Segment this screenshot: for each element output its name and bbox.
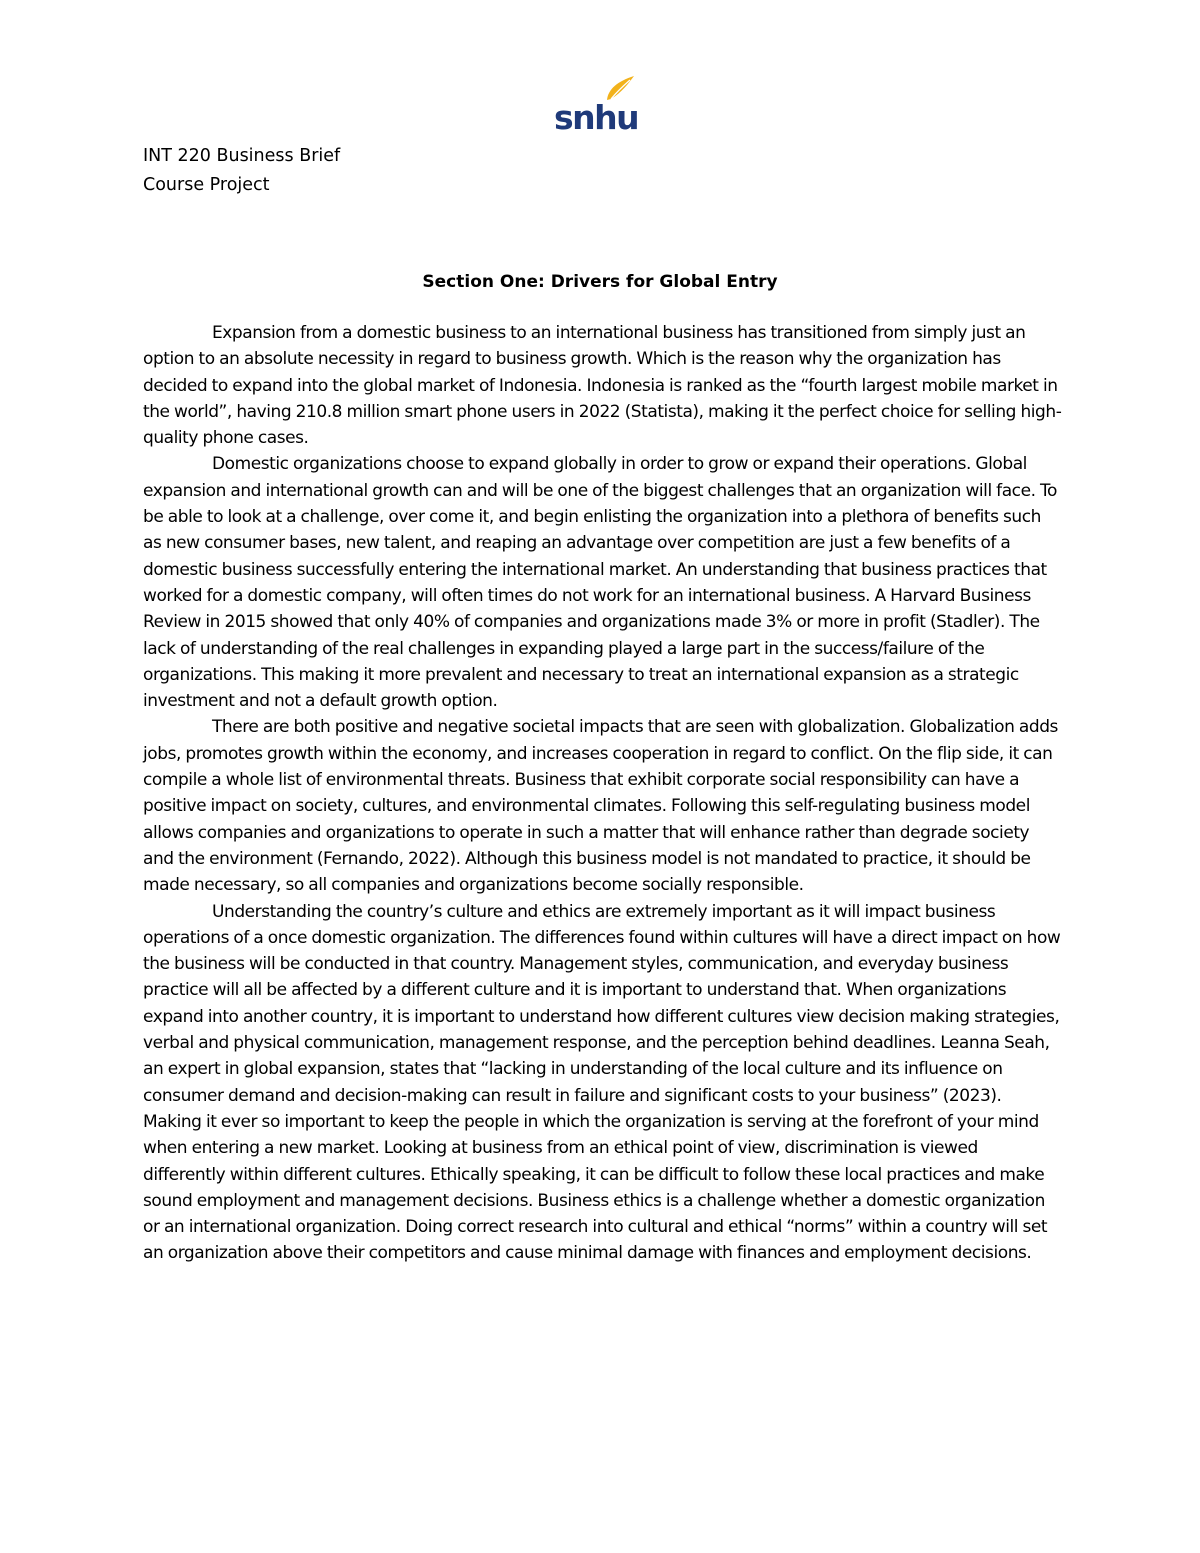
document-header <box>143 142 340 200</box>
section-heading: Section One: Drivers for Global Entry <box>422 272 778 292</box>
paragraph: There are both positive and negative societal impacts that are seen with globalization. Globalization adds jobs, promotes growth within the economy, and increases cooperation in regard to conflict. On the flip side, it can compile a whole list of environmental threats. Business that exhibit corporate social responsibility can have a positive impact on society, cultures, and environmental climates. Following this self-regulating business model allows companies and organizations to operate in such a matter that will enhance rather than degrade society and the environment (Fernando, 2022). Although this business model is not mandated to practice, it should be made necessary, so all companies and organizations become socially responsible. <box>143 717 1058 896</box>
document-body <box>143 320 1063 1267</box>
course-title: INT 220 Business Brief <box>143 146 341 166</box>
course-subtitle: Course Project <box>143 175 270 195</box>
paragraph: Understanding the country’s culture and ethics are extremely important as it will impact business operations of a once domestic organization. The differences found within cultures will have a direct impact on how the business will be conducted in that country. Management styles, communication, and everyday business practice will all be affected by a different culture and it is important to understand that. When organizations expand into another country, it is important to understand how different cultures view decision making strategies, verbal and physical communication, management response, and the perception behind deadlines. Leanna Seah, an expert in global expansion, states that “lacking in understanding of the local culture and its influence on consumer demand and decision-making can result in failure and significant costs to your business” (2023). Making it ever so important to keep the people in which the organization is serving at the forefront of your mind when entering a new market. Looking at business from an ethical point of view, discrimination is viewed differently within different cultures. Ethically speaking, it can be difficult to follow these local practices and make sound employment and management decisions. Business ethics is a challenge whether a domestic organization or an international organization. Doing correct research into cultural and ethical “norms” within a country will set an organization above their competitors and cause minimal damage with finances and employment decisions. <box>143 901 1061 1264</box>
snhu-logo <box>550 72 642 134</box>
logo-wordmark: snhu <box>554 98 639 134</box>
paragraph: Domestic organizations choose to expand globally in order to grow or expand their operations. Global expansion and international growth can and will be one of the biggest challenges that an organization will face. To be able to look at a challenge, over come it, and begin enlisting the organization into a plethora of benefits such as new consumer bases, new talent, and reaping an advantage over competition are just a few benefits of a domestic business successfully entering the international market. An understanding that business practices that worked for a domestic company, will often times do not work for an international business. A Harvard Business Review in 2015 showed that only 40% of companies and organizations made 3% or more in profit (Stadler). The lack of understanding of the real challenges in expanding played a large part in the success/failure of the organizations. This making it more prevalent and necessary to treat an international expansion as a strategic investment and not a default growth option. <box>143 454 1057 712</box>
paragraph: Expansion from a domestic business to an international business has transitioned from simply just an option to an absolute necessity in regard to business growth. Which is the reason why the organization has decided to expand into the global market of Indonesia. Indonesia is ranked as the “fourth largest mobile market in the world”, having 210.8 million smart phone users in 2022 (Statista), making it the perfect choice for selling high-quality phone cases. <box>143 323 1062 449</box>
snhu-logo-graphic <box>550 72 642 134</box>
